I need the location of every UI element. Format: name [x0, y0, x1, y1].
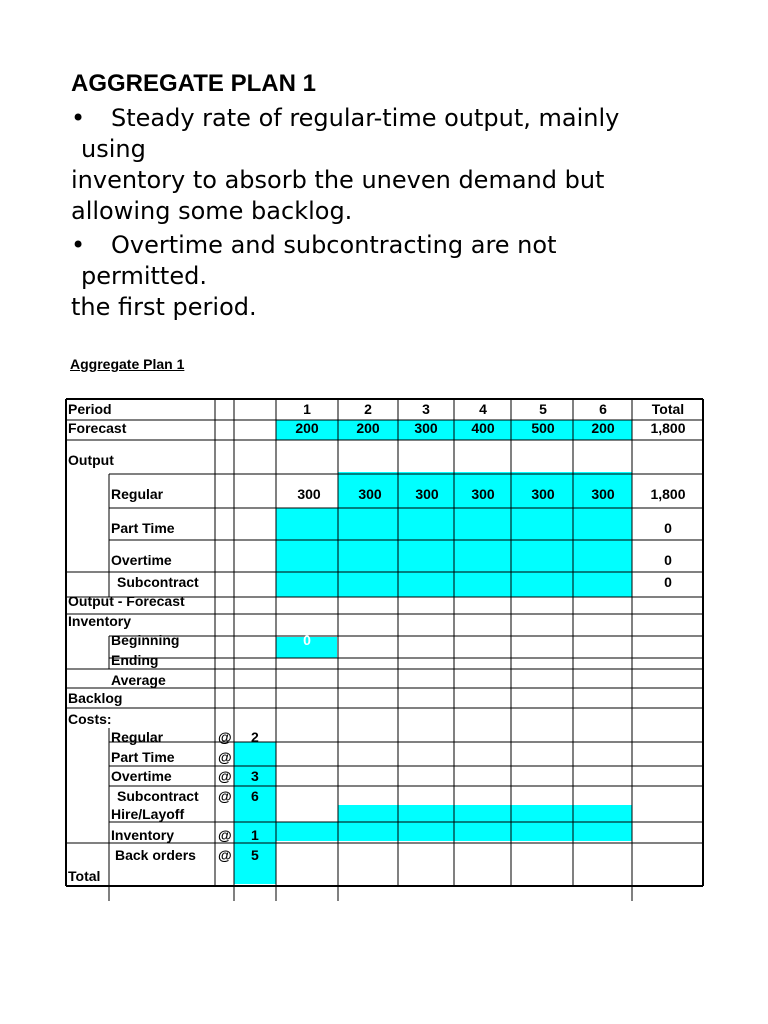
overtime-label: Overtime [111, 552, 172, 568]
regular-value: 300 [415, 486, 439, 502]
average-label: Average [111, 672, 166, 688]
subcontract-label: Subcontract [117, 574, 199, 590]
regular-value: 300 [531, 486, 555, 502]
forecast-value: 500 [531, 420, 555, 436]
text-line: • Steady rate of regular-time output, mainly [71, 104, 620, 132]
inventory-label: Inventory [68, 613, 132, 629]
period-6: 6 [599, 401, 607, 417]
regular-value: 300 [358, 486, 382, 502]
forecast-total: 1,800 [650, 420, 686, 436]
cost-subcontract-rate: 6 [251, 788, 259, 804]
ending-label: Ending [111, 652, 159, 668]
text-line: inventory to absorb the uneven demand but [71, 166, 605, 194]
at-sign: @ [218, 847, 232, 863]
cost-inventory-label: Inventory [111, 827, 175, 843]
regular-value: 300 [591, 486, 615, 502]
cost-subcontract-label: Subcontract [117, 788, 199, 804]
at-sign: @ [218, 729, 232, 745]
total-header: Total [651, 401, 685, 417]
beginning-value: 0 [303, 632, 311, 648]
backlog-label: Backlog [68, 690, 123, 706]
text-line: allowing some backlog. [71, 197, 353, 225]
forecast-value: 300 [414, 420, 438, 436]
text-line: using [81, 135, 146, 163]
text-line: the first period. [71, 293, 257, 321]
regular-value: 300 [297, 486, 321, 502]
period-5: 5 [539, 401, 547, 417]
costs-label: Costs: [68, 711, 112, 727]
period-4: 4 [479, 401, 487, 417]
forecast-label: Forecast [68, 420, 127, 436]
part-time-label: Part Time [111, 520, 175, 536]
part-time-total: 0 [664, 520, 672, 536]
at-sign: @ [218, 768, 232, 784]
cost-overtime-rate: 3 [251, 768, 259, 784]
back-orders-rate: 5 [251, 847, 259, 863]
at-sign: @ [218, 788, 232, 804]
beginning-label: Beginning [111, 632, 180, 648]
cost-part-time-label: Part Time [111, 749, 175, 765]
cost-inventory-rate: 1 [251, 827, 259, 843]
bullet-icon: • [71, 231, 86, 259]
table-caption: Aggregate Plan 1 [70, 356, 185, 372]
period-label: Period [68, 401, 112, 417]
cost-regular-rate: 2 [251, 729, 259, 745]
total-row-label: Total [68, 868, 101, 884]
text-line: permitted. [81, 262, 207, 290]
bullet-icon: • [71, 104, 86, 132]
at-sign: @ [218, 827, 232, 843]
at-sign: @ [218, 749, 232, 765]
output-forecast-label: Output - Forecast [68, 593, 185, 609]
output-label: Output [68, 452, 114, 468]
page-heading: AGGREGATE PLAN 1 [71, 70, 316, 97]
text-line: • Overtime and subcontracting are not [71, 231, 557, 259]
overtime-total: 0 [664, 552, 672, 568]
regular-value: 300 [471, 486, 495, 502]
forecast-value: 200 [295, 420, 319, 436]
period-1: 1 [303, 401, 311, 417]
cost-overtime-label: Overtime [111, 768, 172, 784]
subcontract-total: 0 [664, 574, 672, 590]
period-3: 3 [422, 401, 430, 417]
forecast-value: 400 [471, 420, 495, 436]
forecast-value: 200 [356, 420, 380, 436]
back-orders-label: Back orders [115, 847, 196, 863]
regular-label: Regular [111, 486, 164, 502]
forecast-value: 200 [591, 420, 615, 436]
cost-regular-label: Regular [111, 729, 164, 745]
period-2: 2 [364, 401, 372, 417]
regular-total: 1,800 [650, 486, 686, 502]
hire-layoff-label: Hire/Layoff [111, 806, 185, 822]
